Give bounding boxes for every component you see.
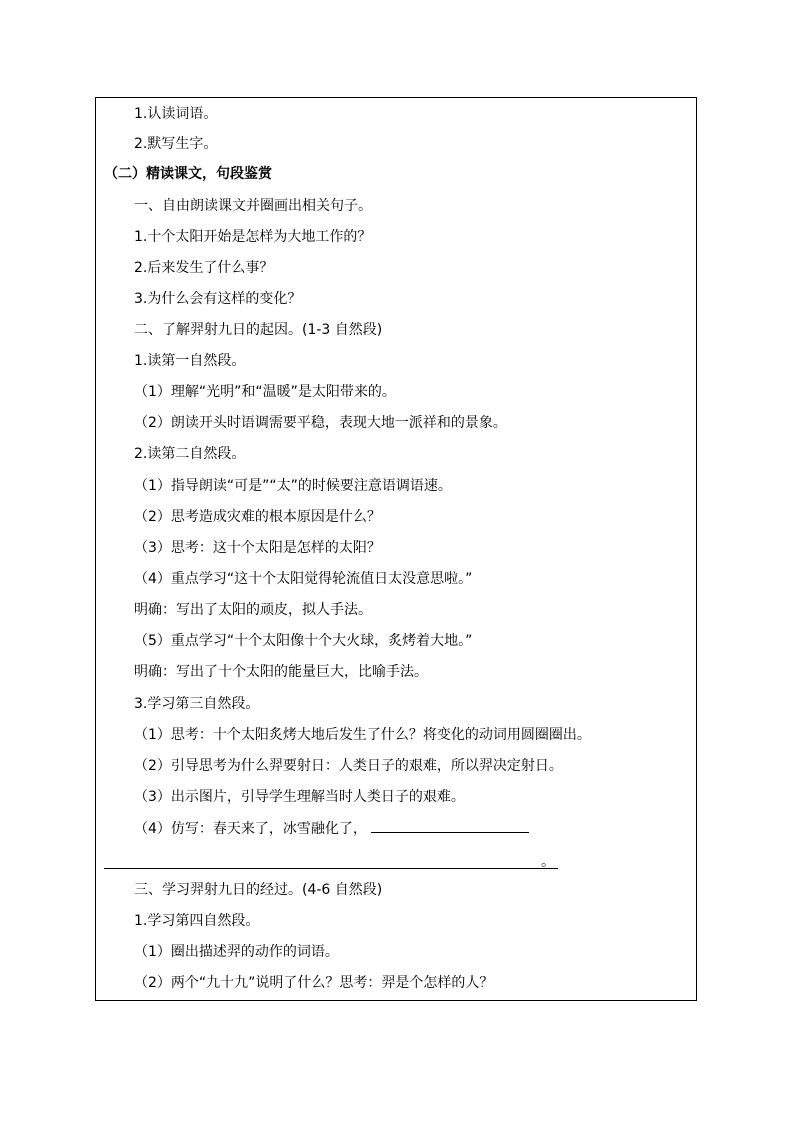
- text-line: 三、学习羿射九日的经过。(4-6 自然段): [134, 882, 383, 898]
- text-line: 明确：写出了太阳的顽皮，拟人手法。: [134, 602, 372, 618]
- text-line: 2.读第二自然段。: [134, 446, 246, 462]
- fill-in-line: [134, 818, 529, 838]
- text-line: （2）思考造成灾难的根本原因是什么？: [134, 509, 381, 525]
- fill-in-blank: [371, 818, 529, 833]
- fill-in-blank-continuation: [104, 868, 558, 869]
- text-line: 3.为什么会有这样的变化？: [134, 291, 302, 307]
- text-line: （3）出示图片，引导学生理解当时人类日子的艰难。: [134, 789, 465, 805]
- text-line: （1）思考：十个太阳炙烤大地后发生了什么？将变化的动词用圆圈圈出。: [134, 727, 591, 743]
- fill-in-end-mark: 。: [541, 854, 555, 870]
- text-line: 3.学习第三自然段。: [134, 696, 260, 712]
- text-line: 2.默写生字。: [134, 136, 218, 152]
- text-line: 二、了解羿射九日的起因。(1-3 自然段): [134, 322, 383, 338]
- section-heading: （二）精读课文，句段鉴赏: [104, 166, 272, 182]
- text-line: （2）引导思考为什么羿要射日：人类日子的艰难，所以羿决定射日。: [134, 758, 563, 774]
- text-line: 1.学习第四自然段。: [134, 913, 260, 929]
- text-line: （1）理解“光明”和“温暖”是太阳带来的。: [134, 384, 396, 400]
- text-line: 一、自由朗读课文并圈画出相关句子。: [134, 198, 372, 214]
- text-line: （1）指导朗读“可是”“太”的时候要注意语调语速。: [134, 478, 452, 494]
- text-line: 1.认读词语。: [134, 106, 218, 122]
- text-line: 1.十个太阳开始是怎样为大地工作的？: [134, 229, 372, 245]
- fill-in-prompt: （4）仿写：春天来了，冰雪融化了，: [134, 821, 367, 837]
- text-line: （2）朗读开头时语调需要平稳，表现大地一派祥和的景象。: [134, 415, 507, 431]
- text-line: （1）圈出描述羿的动作的词语。: [134, 944, 339, 960]
- text-line: （4）重点学习“这十个太阳觉得轮流值日太没意思啦。”: [134, 571, 473, 587]
- text-line: （2）两个“九十九”说明了什么？思考：羿是个怎样的人？: [134, 975, 494, 991]
- text-line: （5）重点学习“十个太阳像十个大火球，炙烤着大地。”: [134, 633, 473, 649]
- text-line: 明确：写出了十个太阳的能量巨大，比喻手法。: [134, 664, 428, 680]
- text-line: 1.读第一自然段。: [134, 353, 246, 369]
- text-line: 2.后来发生了什么事？: [134, 260, 274, 276]
- text-line: （3）思考：这十个太阳是怎样的太阳？: [134, 540, 381, 556]
